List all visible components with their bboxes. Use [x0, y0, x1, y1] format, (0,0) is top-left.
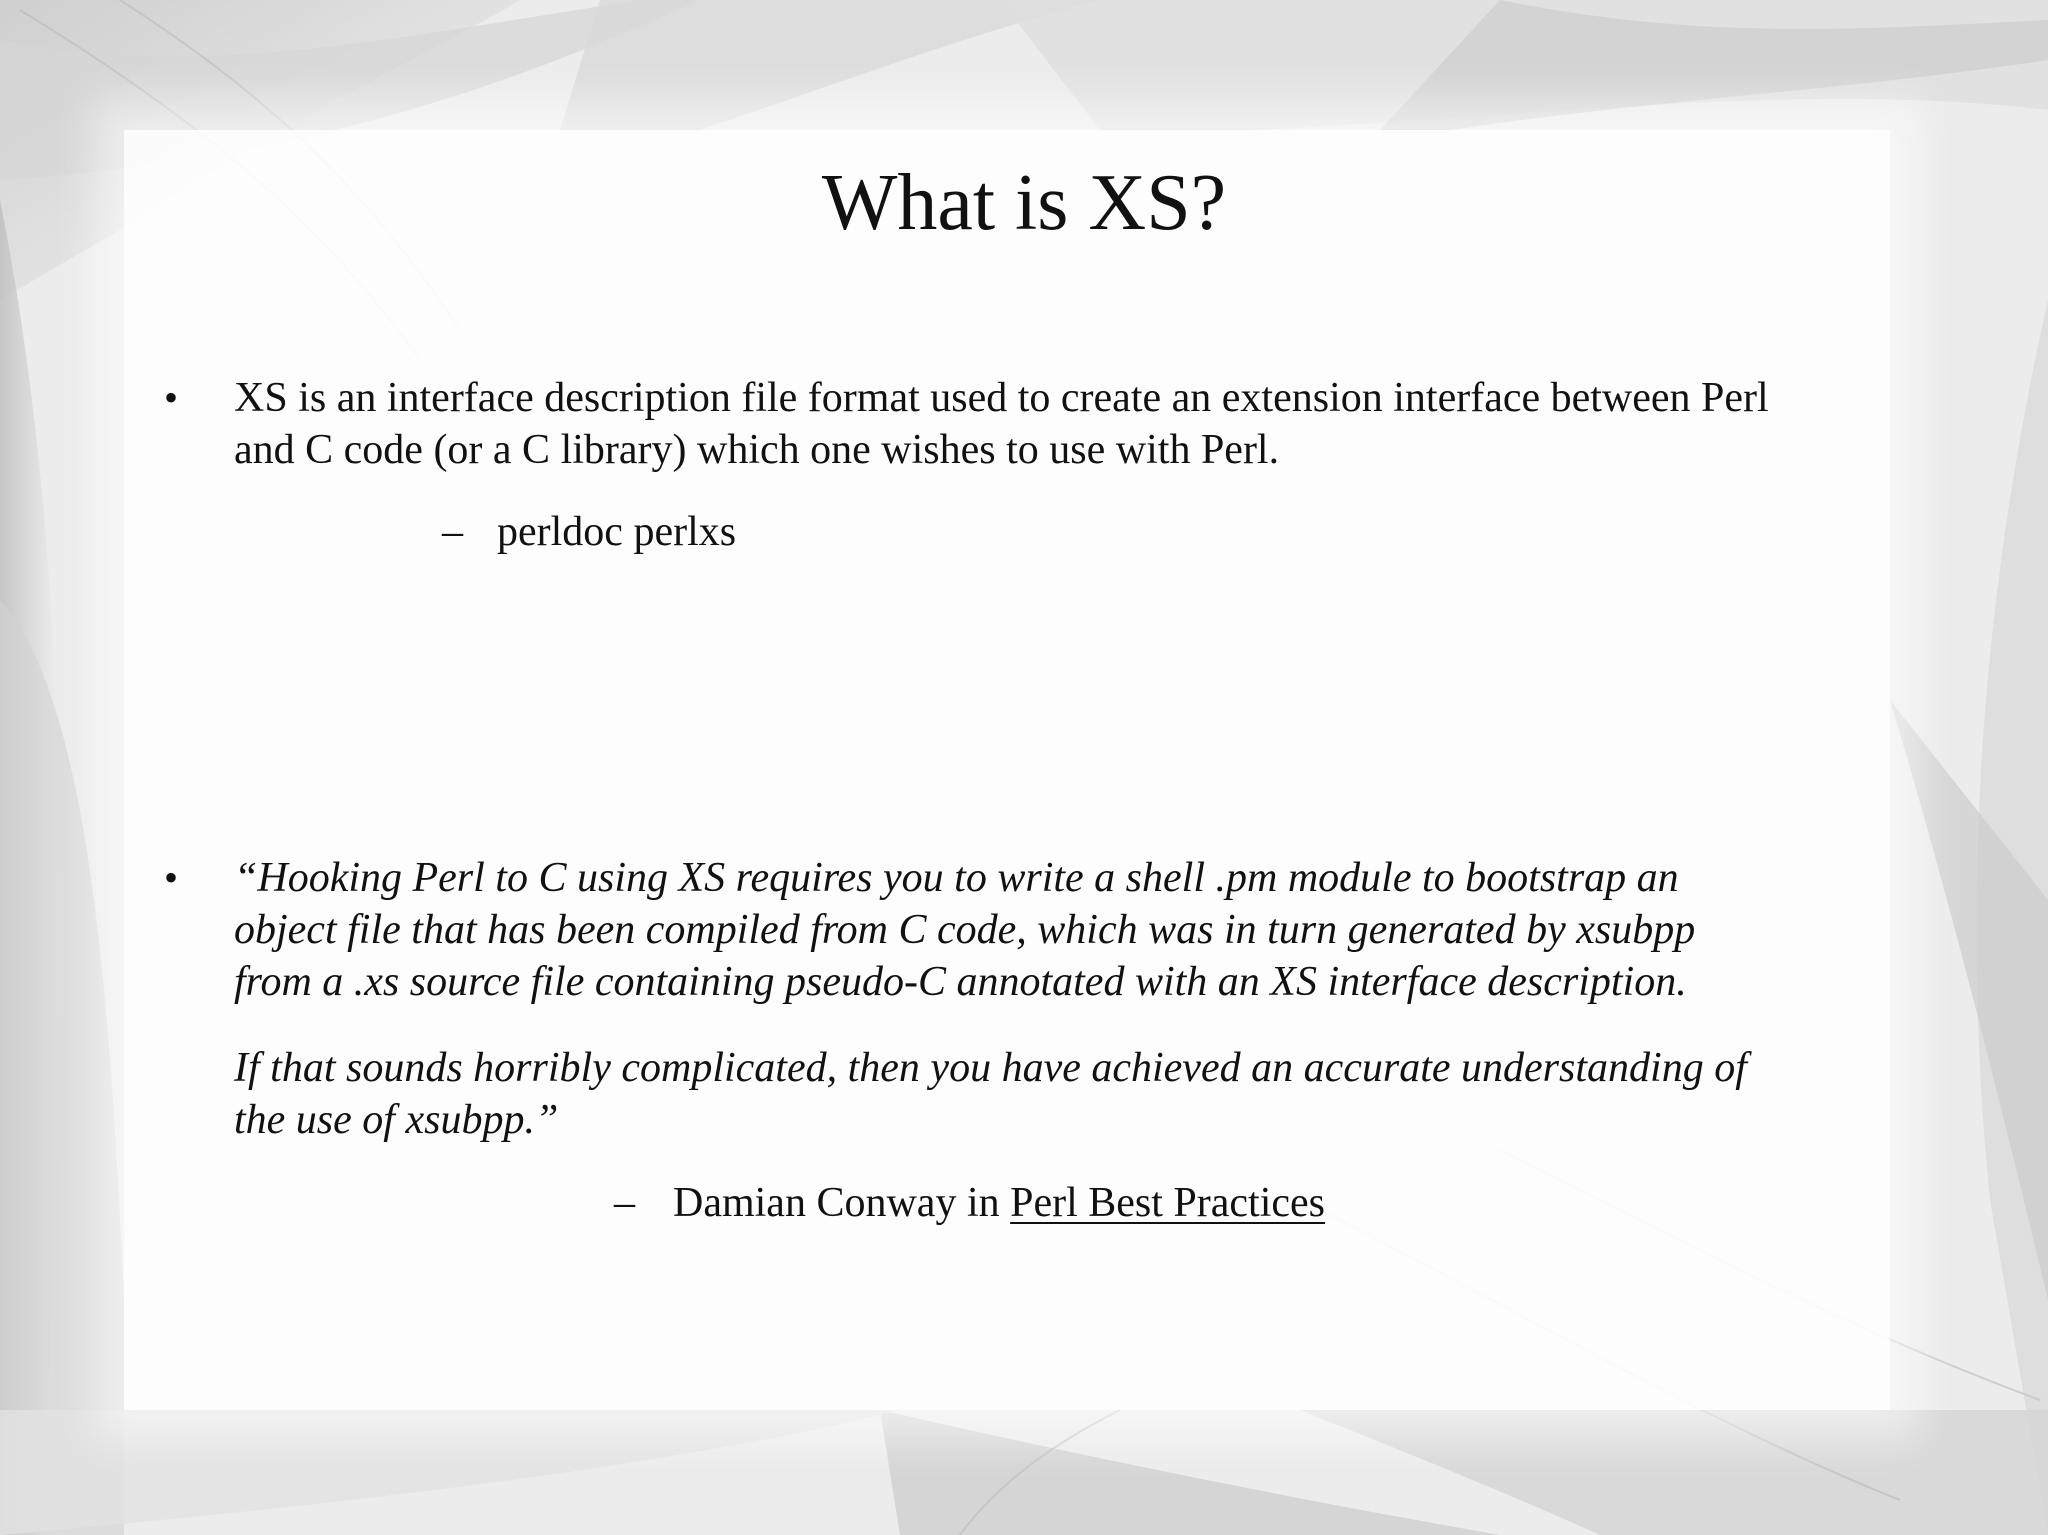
attribution-prefix: Damian Conway in: [673, 1180, 1011, 1226]
bullet-1-source-text: perldoc perlxs: [497, 509, 737, 555]
bullet-2-line-4: If that sounds horribly complicated, then you have achieved an accurate understanding of: [234, 1045, 1747, 1091]
bullet-1-line-1: XS is an interface description file format used to create an extension interface between Perl: [234, 375, 1769, 421]
bullet-2-line-2: object file that has been compiled from C code, which was in turn generated by xsubpp: [234, 907, 1696, 953]
bullet-1-dot: •: [164, 375, 179, 420]
bullet-1-text: [234, 372, 1934, 476]
bullet-2-attribution-text: [673, 1177, 1325, 1229]
bullet-2-line-1: “Hooking Perl to C using XS requires you to write a shell .pm module to bootstrap an: [234, 855, 1679, 901]
bullet-2-attribution-dash: –: [614, 1180, 635, 1226]
bullet-2-line-3: from a .xs source file containing pseudo-C annotated with an XS interface description.: [234, 959, 1687, 1005]
slide-title: What is XS?: [821, 159, 1227, 247]
bullet-1-line-2: and C code (or a C library) which one wishes to use with Perl.: [234, 427, 1280, 473]
bullet-1-source-dash: –: [442, 509, 463, 555]
bullet-2-dot: •: [164, 855, 179, 900]
paragraph-spacer: [234, 1008, 1934, 1042]
bullet-2-quote: [234, 852, 1934, 1146]
book-title-link[interactable]: Perl Best Practices: [1010, 1180, 1326, 1226]
bullet-2-line-5: the use of xsubpp.”: [234, 1097, 559, 1143]
